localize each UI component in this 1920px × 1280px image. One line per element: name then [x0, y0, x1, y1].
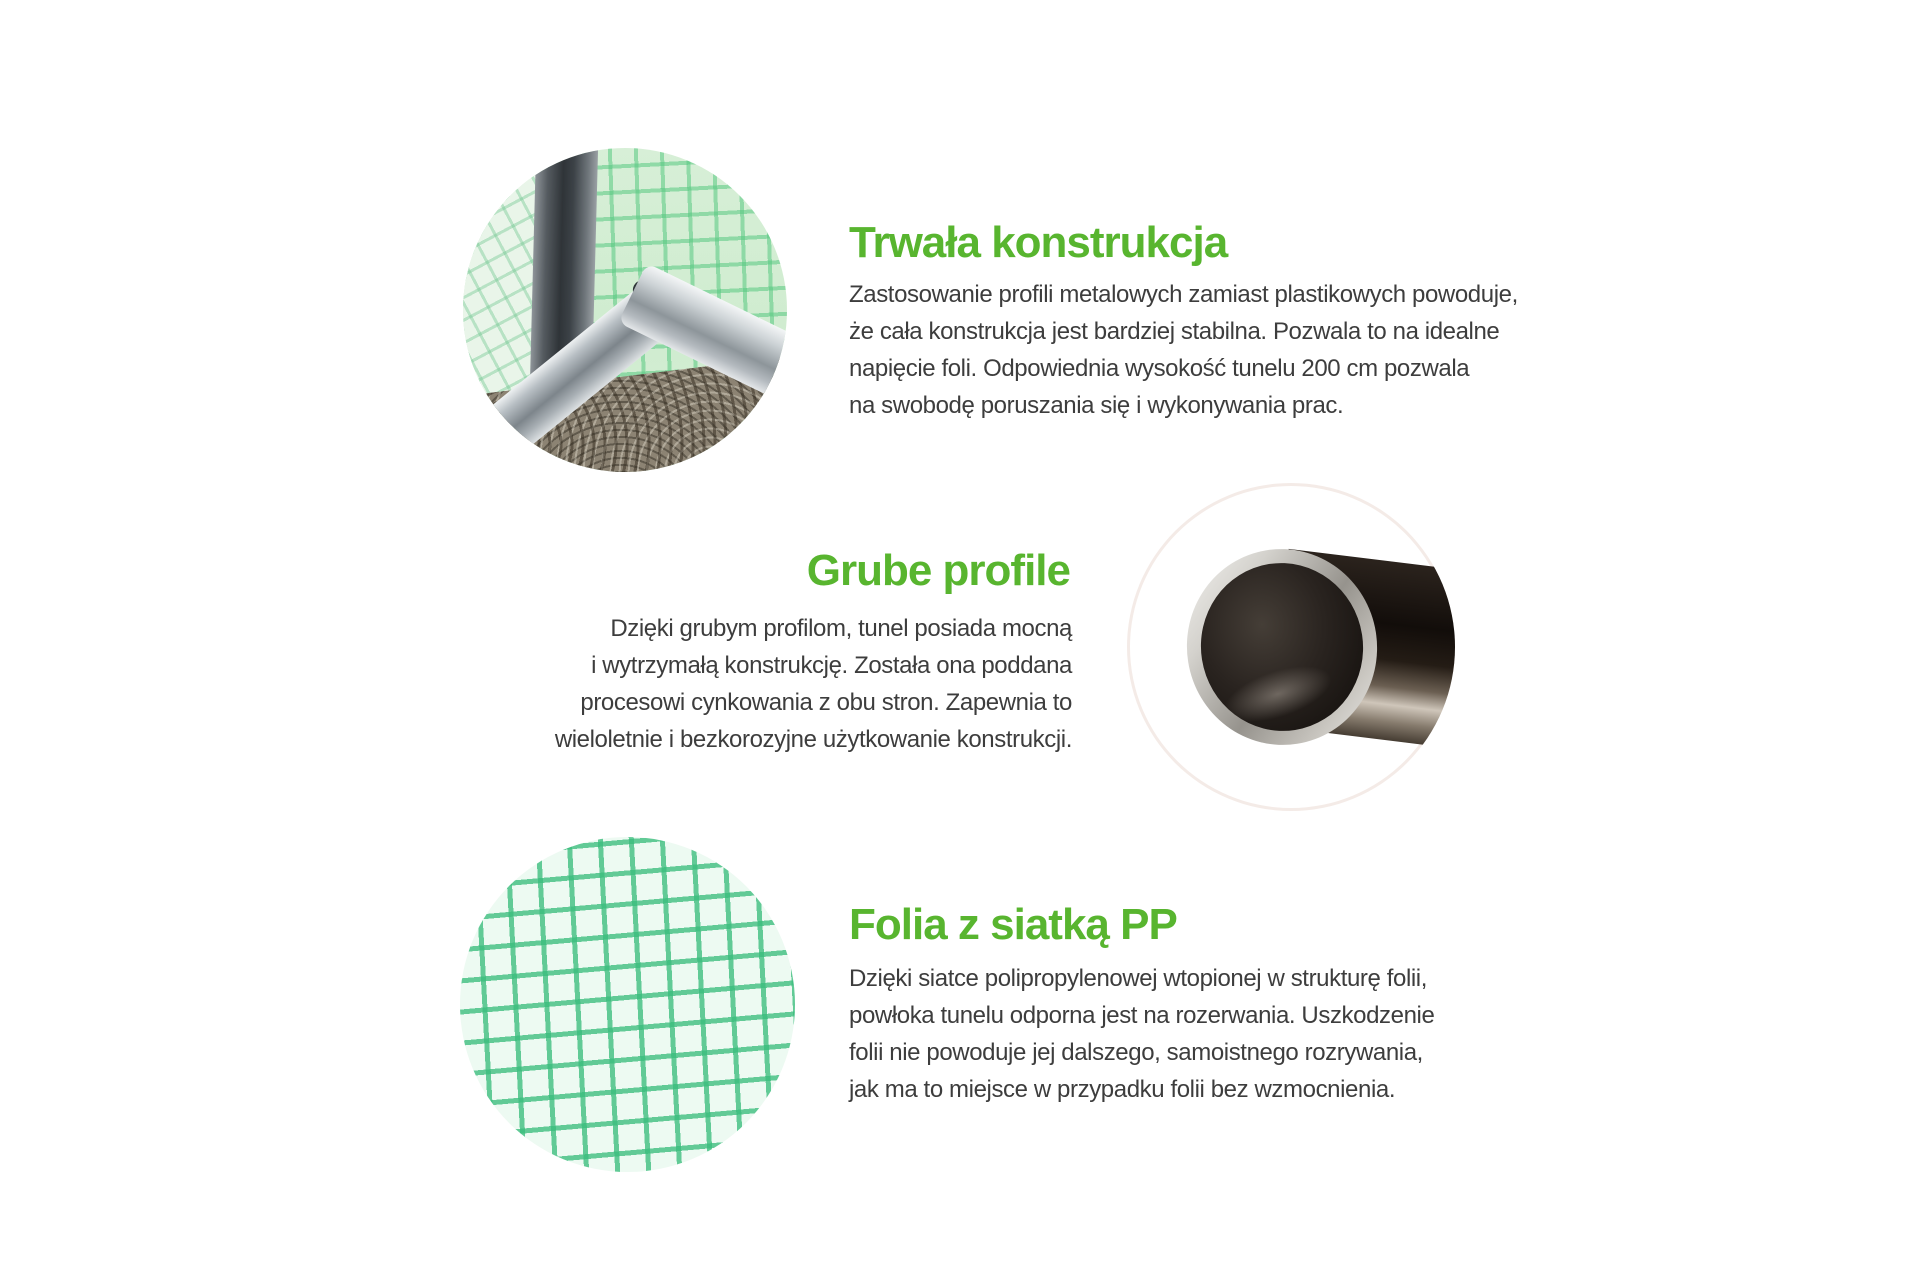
section-heading-trwala-konstrukcja: Trwała konstrukcja [849, 218, 1228, 267]
section-paragraph [849, 960, 1434, 1108]
feature-photo-pipe-profile [1127, 483, 1455, 811]
paragraph-line: powłoka tunelu odporna jest na rozerwania. Uszkodzenie [849, 1002, 1435, 1029]
paragraph-line: wieloletnie i bezkorozyjne użytkowanie konstrukcji. [554, 726, 1072, 753]
feature-photo-pp-mesh [460, 837, 795, 1172]
section-heading-wrap [300, 546, 1070, 596]
section-heading-folia-z-siatka-pp: Folia z siatką PP [849, 900, 1177, 949]
paragraph-line: folii nie powoduje jej dalszego, samoistnego rozrywania, [849, 1039, 1423, 1066]
paragraph-line: Zastosowanie profili metalowych zamiast plastikowych powoduje, [849, 281, 1518, 308]
paragraph-line: że cała konstrukcja jest bardziej stabilna. Pozwala to na idealne [849, 318, 1500, 345]
feature-photo-frame-joint [463, 148, 787, 472]
paragraph-line: jak ma to miejsce w przypadku folii bez wzmocnienia. [849, 1076, 1396, 1103]
section-paragraph [298, 610, 1072, 758]
paragraph-line: Dzięki grubym profilom, tunel posiada mocną [610, 615, 1072, 642]
paragraph-line: na swobodę poruszania się i wykonywania prac. [849, 392, 1344, 419]
paragraph-line: i wytrzymałą konstrukcję. Została ona poddana [591, 652, 1072, 679]
paragraph-line: Dzięki siatce polipropylenowej wtopionej w strukturę folii, [849, 965, 1428, 992]
section-paragraph [849, 276, 1518, 424]
paragraph-line: procesowi cynkowania z obu stron. Zapewnia to [580, 689, 1072, 716]
section-heading-grube-profile: Grube profile [806, 546, 1070, 595]
paragraph-line: napięcie foli. Odpowiednia wysokość tunelu 200 cm pozwala [849, 355, 1470, 382]
